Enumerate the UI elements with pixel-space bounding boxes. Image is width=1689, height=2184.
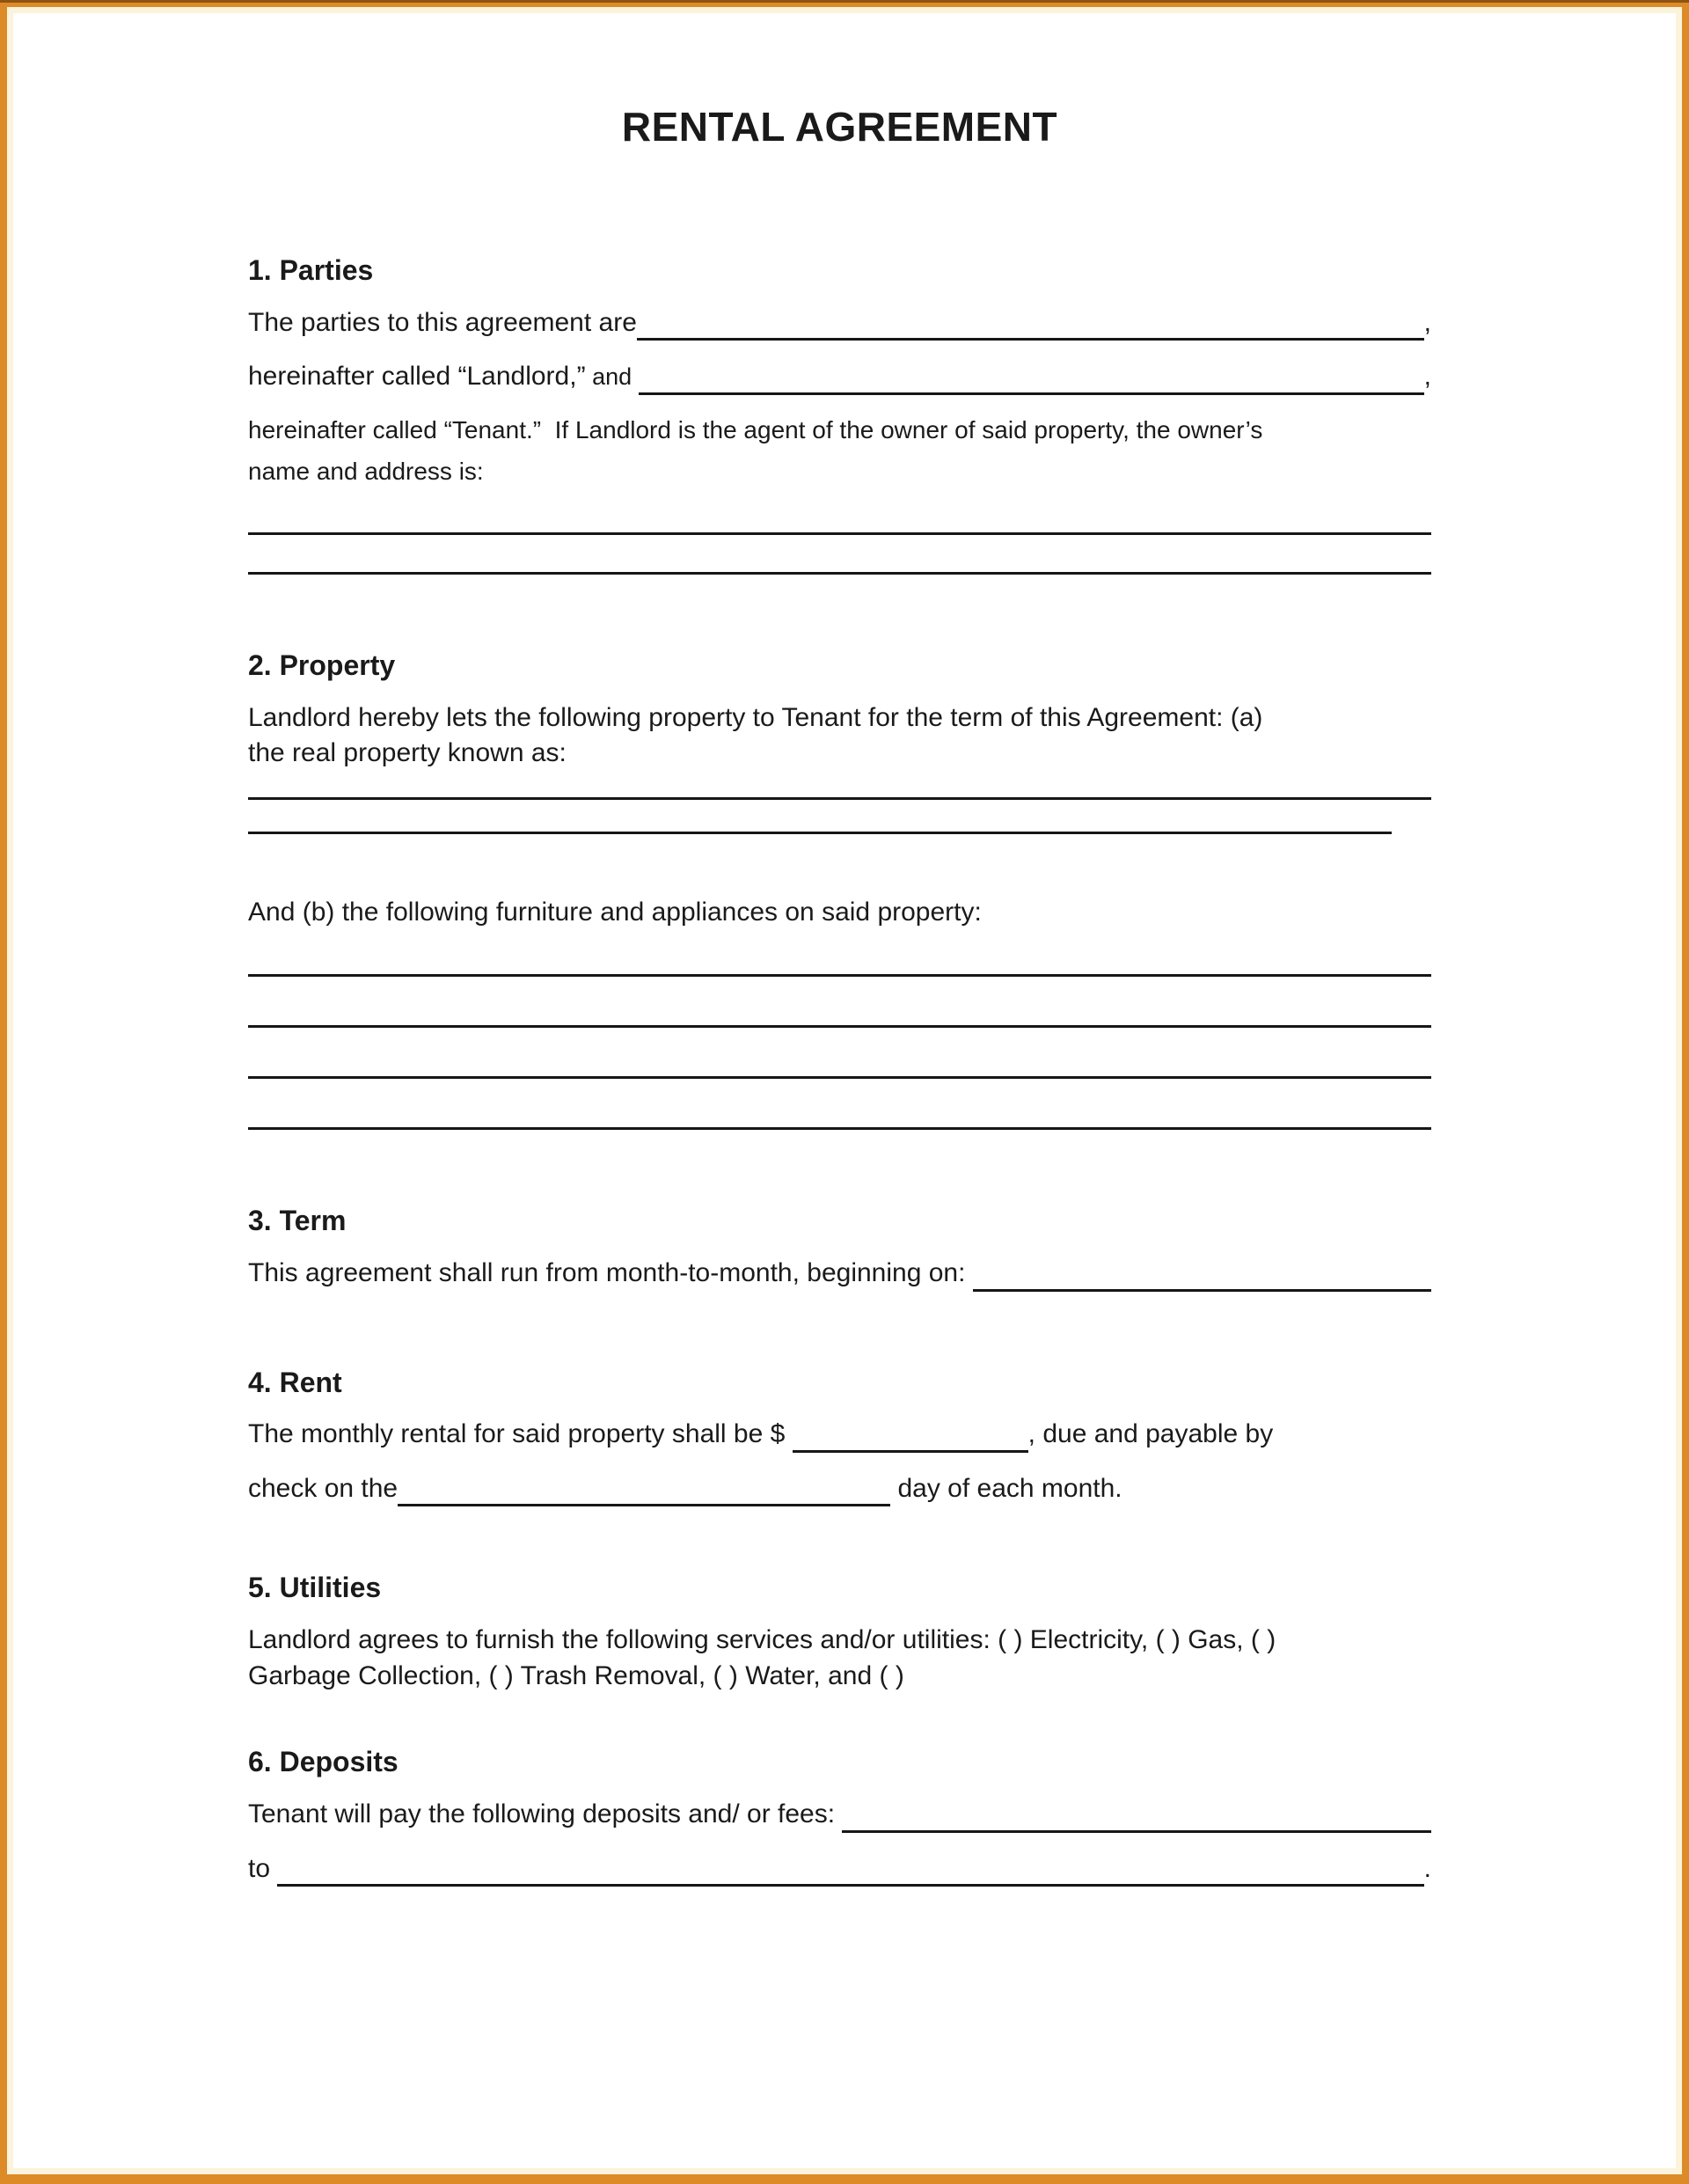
section-utilities xyxy=(248,1572,1431,1691)
section-heading-property: 2. Property xyxy=(248,649,396,682)
text-segment: This agreement shall run from month-to-month, beginning on: xyxy=(248,1258,973,1288)
text-segment: . xyxy=(1423,1853,1431,1883)
paragraph-line xyxy=(248,738,1431,769)
text-segment: , due and payable by xyxy=(1027,1419,1274,1449)
blank-rule-line xyxy=(248,1127,1431,1130)
paragraph-line xyxy=(248,703,1431,734)
blank-rule-line xyxy=(248,532,1431,535)
text-segment: Landlord agrees to furnish the following services and/or utilities: ( ) Electricity, ( ) Gas, ( ) xyxy=(248,1625,1276,1655)
blank-field xyxy=(842,1799,1431,1833)
text-segment: And (b) the following furniture and appliances on said property: xyxy=(248,897,982,927)
text-segment: to xyxy=(248,1853,278,1883)
text-line xyxy=(248,1799,1431,1833)
section-heading-deposits: 6. Deposits xyxy=(248,1746,398,1778)
section-heading-utilities: 5. Utilities xyxy=(248,1572,382,1604)
blank-rule-line xyxy=(248,1025,1431,1028)
text-segment: check on the xyxy=(248,1473,398,1503)
text-line xyxy=(248,416,1431,444)
blank-field xyxy=(639,362,1424,395)
text-line xyxy=(248,898,1431,928)
blank-rule-line xyxy=(248,572,1431,575)
text-line xyxy=(248,308,1431,341)
section-heading-rent: 4. Rent xyxy=(248,1366,342,1398)
text-line xyxy=(248,1854,1431,1887)
text-segment: The parties to this agreement are xyxy=(248,307,637,337)
blank-rule-line xyxy=(248,1076,1431,1079)
blank-field xyxy=(398,1474,890,1507)
text-segment: hereinafter called “Tenant.” If Landlord is the agent of the owner of said property, the owner’s xyxy=(248,415,1263,443)
blank-field xyxy=(793,1419,1028,1453)
section-property xyxy=(248,649,1431,1130)
text-line xyxy=(248,458,1431,486)
paragraph-line xyxy=(248,1625,1431,1656)
text-segment: and xyxy=(585,363,639,391)
document-title: RENTAL AGREEMENT xyxy=(621,104,1058,150)
section-heading-term: 3. Term xyxy=(248,1205,347,1237)
text-line xyxy=(248,1258,1431,1292)
text-segment: name and address is: xyxy=(248,457,484,485)
section-heading-parties: 1. Parties xyxy=(248,253,374,286)
blank-field xyxy=(973,1258,1431,1292)
text-segment: the real property known as: xyxy=(248,738,567,768)
section-term xyxy=(248,1205,1431,1291)
text-line xyxy=(248,1474,1431,1507)
text-line xyxy=(248,362,1431,395)
text-segment: Tenant will pay the following deposits and/ or fees: xyxy=(248,1799,843,1829)
blank-rule-line xyxy=(248,797,1431,800)
text-segment: hereinafter called “Landlord,” xyxy=(248,362,586,392)
text-segment: The monthly rental for said property shall be $ xyxy=(248,1419,793,1449)
section-rent xyxy=(248,1367,1431,1507)
document-body xyxy=(248,104,1431,1887)
text-segment: day of each month. xyxy=(890,1473,1122,1503)
text-segment: , xyxy=(1423,307,1431,337)
text-segment: Garbage Collection, ( ) Trash Removal, ( ) Water, and ( ) xyxy=(248,1660,904,1690)
document-page xyxy=(7,7,1682,2174)
section-deposits xyxy=(248,1746,1431,1887)
blank-field xyxy=(637,308,1424,341)
section-parties xyxy=(248,254,1431,575)
text-line xyxy=(248,1419,1431,1453)
blank-rule-line xyxy=(248,974,1431,977)
text-segment: , xyxy=(1423,362,1431,392)
text-segment: Landlord hereby lets the following property to Tenant for the term of this Agreement: (a) xyxy=(248,702,1263,732)
paragraph-line xyxy=(248,1661,1431,1692)
blank-field xyxy=(277,1854,1423,1887)
blank-rule-line xyxy=(248,832,1392,834)
